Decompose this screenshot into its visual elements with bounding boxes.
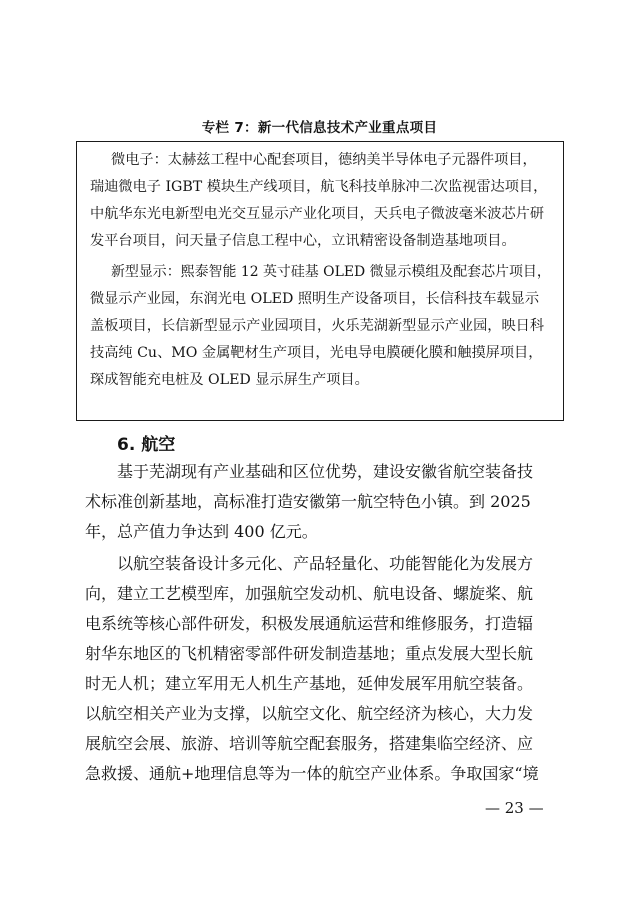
box-line: 发平台项目，问天量子信息工程中心，立讯精密设备制造基地项目。 — [90, 233, 516, 249]
page-number: — 23 — — [485, 799, 544, 817]
sidebar-box-title: 专栏 7：新一代信息技术产业重点项目 — [201, 120, 438, 136]
box-line: 盖板项目，长信新型显示产业园项目，火乐芜湖新型显示产业园，映日科 — [90, 318, 545, 334]
body-line: 年，总产值力争达到 400 亿元。 — [85, 522, 318, 541]
body-line: 展航空会展、旅游、培训等航空配套服务，搭建集临空经济、应 — [85, 734, 534, 753]
box-line: 中航华东光电新型电光交互显示产业化项目，天兵电子微波毫米波芯片研 — [90, 206, 545, 222]
body-line: 射华东地区的飞机精密零部件研发制造基地；重点发展大型长航 — [85, 644, 534, 663]
sidebar-box — [76, 141, 564, 421]
box-line: 新型显示：熙泰智能 12 英寸硅基 OLED 微显示模组及配套芯片项目， — [111, 264, 551, 280]
box-line: 技高纯 Cu、MO 金属靶材生产项目，光电导电膜硬化膜和触摸屏项目， — [90, 345, 543, 361]
box-line: 瑞迪微电子 IGBT 模块生产线项目，航飞科技单脉冲二次监视雷达项目， — [90, 179, 548, 195]
box-line: 琛成智能充电桩及 OLED 显示屏生产项目。 — [90, 372, 369, 388]
body-line: 术标准创新基地，高标准打造安徽第一航空特色小镇。到 2025 — [85, 492, 531, 511]
box-line: 微显示产业园，东润光电 OLED 照明生产设备项目，长信科技车载显示 — [90, 291, 540, 307]
body-line: 电系统等核心部件研发，积极发展通航运营和维修服务，打造辐 — [85, 614, 534, 633]
body-line: 急救援、通航+地理信息等为一体的航空产业体系。争取国家“境 — [85, 764, 539, 783]
body-line: 以航空相关产业为支撑，以航空文化、航空经济为核心，大力发 — [85, 704, 534, 723]
body-line: 时无人机；建立军用无人机生产基地，延伸发展军用航空装备。 — [85, 674, 534, 693]
body-line: 以航空装备设计多元化、产品轻量化、功能智能化为发展方 — [117, 554, 534, 573]
box-line: 微电子：太赫兹工程中心配套项目，德纳美半导体电子元器件项目， — [111, 152, 537, 168]
body-line: 基于芜湖现有产业基础和区位优势，建设安徽省航空装备技 — [117, 462, 534, 481]
body-line: 向，建立工艺模型库，加强航空发动机、航电设备、螺旋桨、航 — [85, 584, 534, 603]
section-heading: 6. 航空 — [117, 435, 176, 455]
